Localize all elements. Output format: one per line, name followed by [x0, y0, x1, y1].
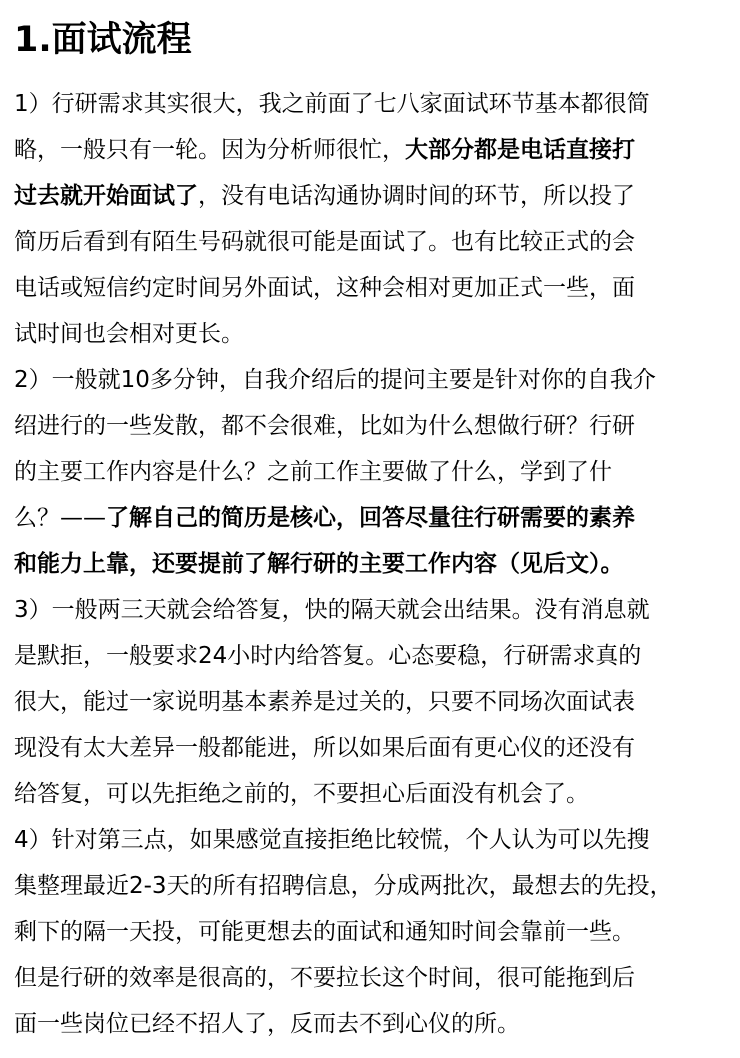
bold-text: 了解自己的简历是核心，回答尽量往行研需要的素养 — [106, 505, 635, 531]
text-segment: 现没有太大差异一般都能进，所以如果后面有更心仪的还没有 — [14, 735, 635, 761]
text-segment: 但是行研的效率是很高的，不要拉长这个时间，很可能拖到后 — [14, 965, 635, 991]
text-segment: ，没有电话沟通协调时间的环节，所以投了 — [198, 183, 635, 209]
text-segment: 剩下的隔一天投，可能更想去的面试和通知时间会靠前一些。 — [14, 919, 635, 945]
text-line — [14, 265, 732, 311]
document — [14, 0, 732, 1047]
text-line — [14, 219, 732, 265]
text-line — [14, 403, 732, 449]
text-segment: 略，一般只有一轮。因为分析师很忙， — [14, 137, 405, 163]
paragraph-4 — [14, 817, 732, 1047]
text-line — [14, 771, 732, 817]
text-line — [14, 633, 732, 679]
bold-text: 大部分都是电话直接打 — [405, 137, 635, 163]
bold-text: 和能力上靠，还要提前了解行研的主要工作内容（见后文）。 — [14, 551, 624, 577]
text-line — [14, 311, 732, 357]
text-segment: 3）一般两三天就会给答复，快的隔天就会出结果。没有消息就 — [14, 597, 650, 623]
text-line — [14, 817, 732, 863]
text-line — [14, 955, 732, 1001]
text-segment: 很大，能过一家说明基本素养是过关的，只要不同场次面试表 — [14, 689, 635, 715]
text-line — [14, 679, 732, 725]
section-title: 1.面试流程 — [14, 20, 192, 60]
text-segment: 4）针对第三点，如果感觉直接拒绝比较慌，个人认为可以先搜 — [14, 827, 650, 853]
text-line — [14, 127, 732, 173]
text-line — [14, 541, 732, 587]
text-segment: 面一些岗位已经不招人了，反而去不到心仪的所。 — [14, 1011, 520, 1037]
text-segment: 么？—— — [14, 505, 106, 531]
text-line — [14, 1001, 732, 1047]
document-body — [14, 81, 732, 1047]
paragraph-2 — [14, 357, 732, 587]
text-segment: 1）行研需求其实很大，我之前面了七八家面试环节基本都很简 — [14, 91, 650, 117]
text-line — [14, 909, 732, 955]
text-segment: 是默拒，一般要求24小时内给答复。心态要稳，行研需求真的 — [14, 643, 642, 669]
text-segment: 简历后看到有陌生号码就很可能是面试了。也有比较正式的会 — [14, 229, 635, 255]
bold-text: 过去就开始面试了 — [14, 183, 198, 209]
text-segment: 2）一般就10多分钟，自我介绍后的提问主要是针对你的自我介 — [14, 367, 656, 393]
text-segment: 绍进行的一些发散，都不会很难，比如为什么想做行研？行研 — [14, 413, 635, 439]
text-line — [14, 81, 732, 127]
paragraph-3 — [14, 587, 732, 817]
text-segment: 试时间也会相对更长。 — [14, 321, 244, 347]
text-line — [14, 725, 732, 771]
text-segment: 集整理最近2-3天的所有招聘信息，分成两批次，最想去的先投， — [14, 873, 673, 899]
text-line — [14, 173, 732, 219]
text-line — [14, 357, 732, 403]
text-line — [14, 863, 732, 909]
text-segment: 给答复，可以先拒绝之前的，不要担心后面没有机会了。 — [14, 781, 589, 807]
text-line — [14, 587, 732, 633]
text-segment: 电话或短信约定时间另外面试，这种会相对更加正式一些，面 — [14, 275, 635, 301]
text-line — [14, 449, 732, 495]
text-segment: 的主要工作内容是什么？之前工作主要做了什么，学到了什 — [14, 459, 612, 485]
paragraph-1 — [14, 81, 732, 357]
text-line — [14, 495, 732, 541]
